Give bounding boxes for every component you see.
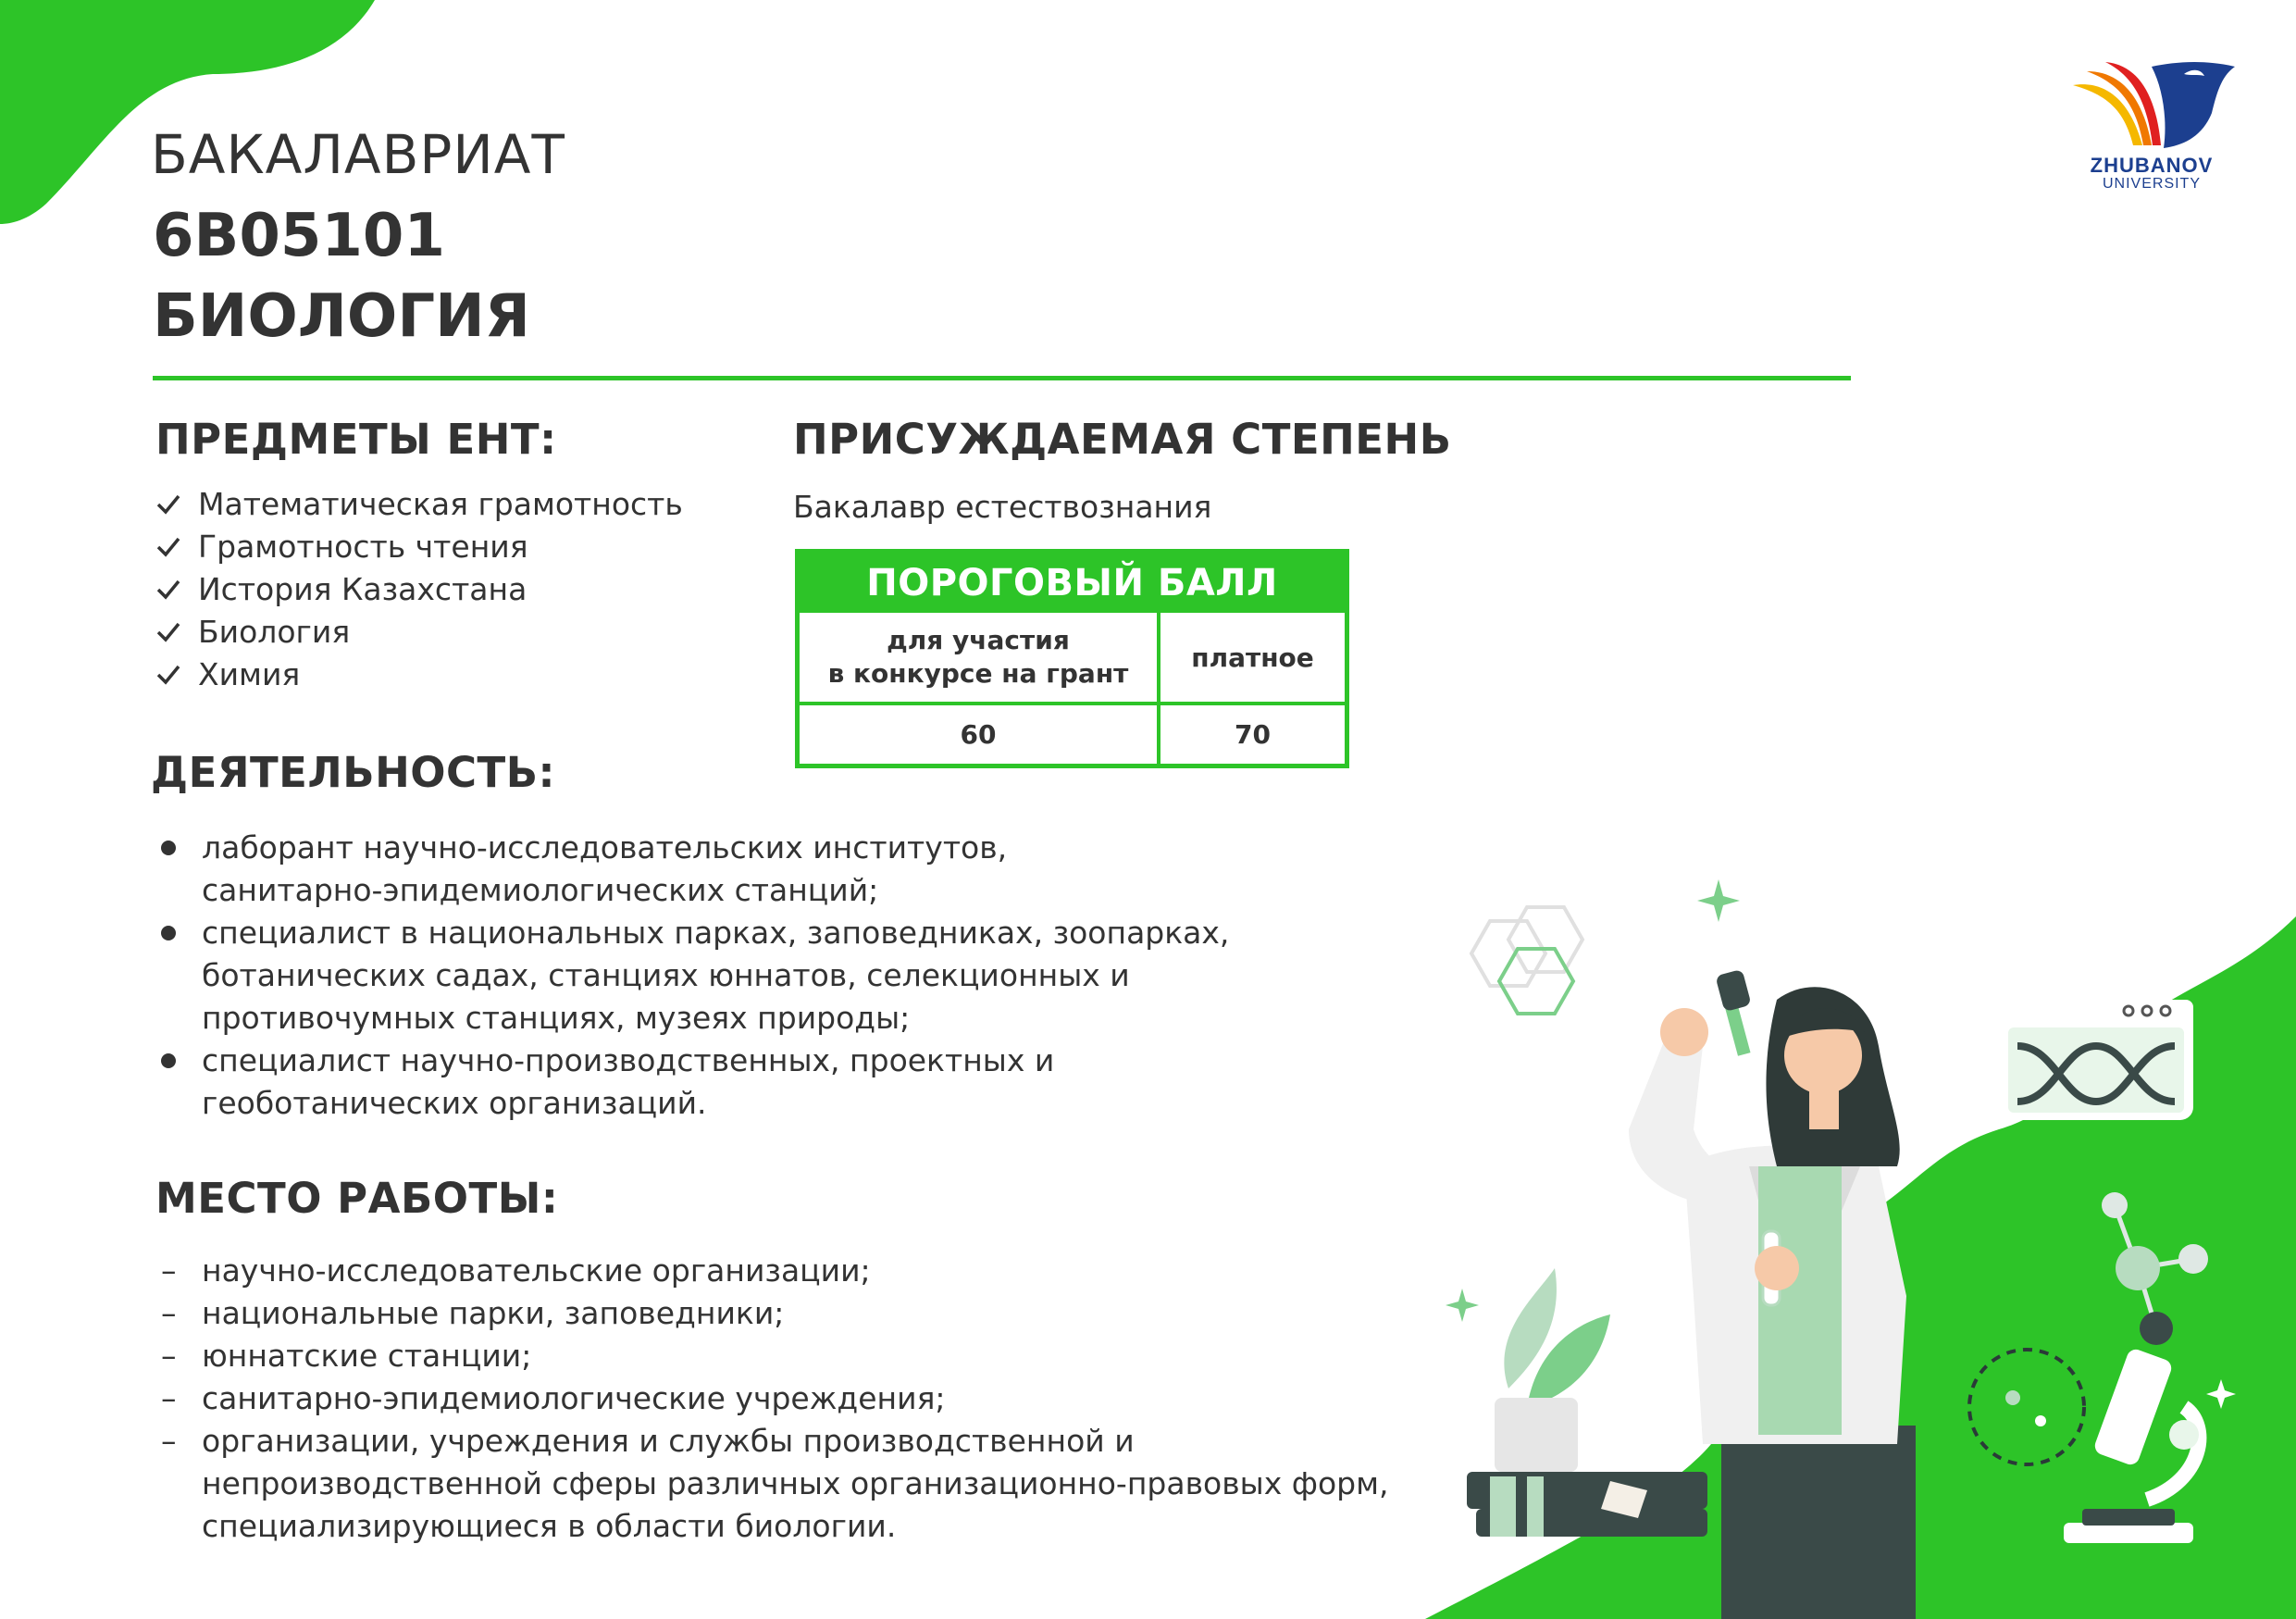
subject-label: Грамотность чтения bbox=[198, 529, 528, 565]
list-item bbox=[155, 526, 683, 568]
bullet-icon bbox=[161, 926, 176, 940]
workplace-list bbox=[155, 1250, 1470, 1548]
list-item bbox=[155, 1377, 1470, 1420]
workplace-title: МЕСТО РАБОТЫ: bbox=[155, 1174, 559, 1223]
threshold-table-title: ПОРОГОВЫЙ БАЛЛ bbox=[800, 554, 1345, 613]
item-line: специализирующиеся в области биологии. bbox=[202, 1508, 897, 1544]
grant-header-line1: для участия bbox=[887, 625, 1070, 655]
item-line: санитарно-эпидемиологических станций; bbox=[202, 872, 879, 908]
paid-column-header: платное bbox=[1160, 613, 1345, 705]
subject-label: Биология bbox=[198, 614, 351, 650]
dash-bullet: – bbox=[161, 1338, 177, 1374]
activity-title: ДЕЯТЕЛЬНОСТЬ: bbox=[151, 748, 556, 797]
degree-value: Бакалавр естествознания bbox=[793, 489, 1212, 525]
dash-bullet: – bbox=[161, 1295, 177, 1331]
checkmark-icon bbox=[155, 662, 181, 688]
grant-header-line2: в конкурсе на грант bbox=[827, 658, 1129, 689]
ent-subjects-list bbox=[155, 483, 683, 696]
checkmark-icon bbox=[155, 577, 181, 603]
list-item bbox=[155, 1335, 1470, 1377]
logo-name: ZHUBANOV bbox=[2090, 154, 2214, 177]
item-line: ботанических садах, станциях юннатов, селекционных и bbox=[202, 957, 1130, 993]
grant-score-value: 60 bbox=[800, 705, 1160, 764]
item-line: геоботанических организаций. bbox=[202, 1085, 707, 1121]
item-line: противочумных станциях, музеях природы; bbox=[202, 1000, 911, 1036]
list-item bbox=[155, 1292, 1470, 1335]
subject-label: Математическая грамотность bbox=[198, 486, 683, 522]
bullet-icon bbox=[161, 1053, 176, 1068]
dash-bullet: – bbox=[161, 1252, 177, 1289]
scientist-illustration bbox=[1425, 833, 2296, 1619]
list-item bbox=[155, 611, 683, 654]
item-line: лаборант научно-исследовательских институтов, bbox=[202, 829, 1008, 866]
program-code: 6B05101 bbox=[153, 202, 445, 270]
item-line: юннатские станции; bbox=[202, 1338, 532, 1374]
checkmark-icon bbox=[155, 619, 181, 645]
list-item bbox=[155, 912, 1340, 1040]
list-item bbox=[155, 827, 1340, 912]
program-name: БИОЛОГИЯ bbox=[153, 282, 530, 351]
paid-score-value: 70 bbox=[1235, 719, 1271, 750]
ent-subjects-title: ПРЕДМЕТЫ ЕНТ: bbox=[155, 415, 557, 464]
grant-column-header bbox=[800, 613, 1160, 705]
university-logo bbox=[2059, 57, 2244, 205]
decorative-green-blob bbox=[0, 0, 389, 231]
item-line: специалист научно-производственных, проектных и bbox=[202, 1042, 1055, 1078]
dash-bullet: – bbox=[161, 1423, 177, 1459]
program-level: БАКАЛАВРИАТ bbox=[151, 123, 565, 186]
subject-label: Химия bbox=[198, 656, 301, 692]
list-item bbox=[155, 1420, 1470, 1548]
degree-title: ПРИСУЖДАЕМАЯ СТЕПЕНЬ bbox=[793, 415, 1452, 464]
logo-subtitle: UNIVERSITY bbox=[2102, 176, 2201, 192]
activity-list bbox=[155, 827, 1340, 1125]
list-item bbox=[155, 483, 683, 526]
item-line: организации, учреждения и службы производственной и bbox=[202, 1423, 1135, 1459]
dash-bullet: – bbox=[161, 1380, 177, 1416]
list-item bbox=[155, 1250, 1470, 1292]
item-line: специалист в национальных парках, заповедниках, зоопарках, bbox=[202, 915, 1230, 951]
list-item bbox=[155, 1040, 1340, 1125]
item-line: непроизводственной сферы различных организационно-правовых форм, bbox=[202, 1465, 1389, 1501]
item-line: национальные парки, заповедники; bbox=[202, 1295, 785, 1331]
subject-label: История Казахстана bbox=[198, 571, 527, 607]
header-divider bbox=[153, 376, 1851, 380]
logo-emblem-icon bbox=[2064, 57, 2240, 159]
checkmark-icon bbox=[155, 492, 181, 517]
checkmark-icon bbox=[155, 534, 181, 560]
item-line: санитарно-эпидемиологические учреждения; bbox=[202, 1380, 946, 1416]
threshold-score-table bbox=[795, 549, 1349, 768]
bullet-icon bbox=[161, 841, 176, 855]
list-item bbox=[155, 654, 683, 696]
list-item bbox=[155, 568, 683, 611]
item-line: научно-исследовательские организации; bbox=[202, 1252, 871, 1289]
